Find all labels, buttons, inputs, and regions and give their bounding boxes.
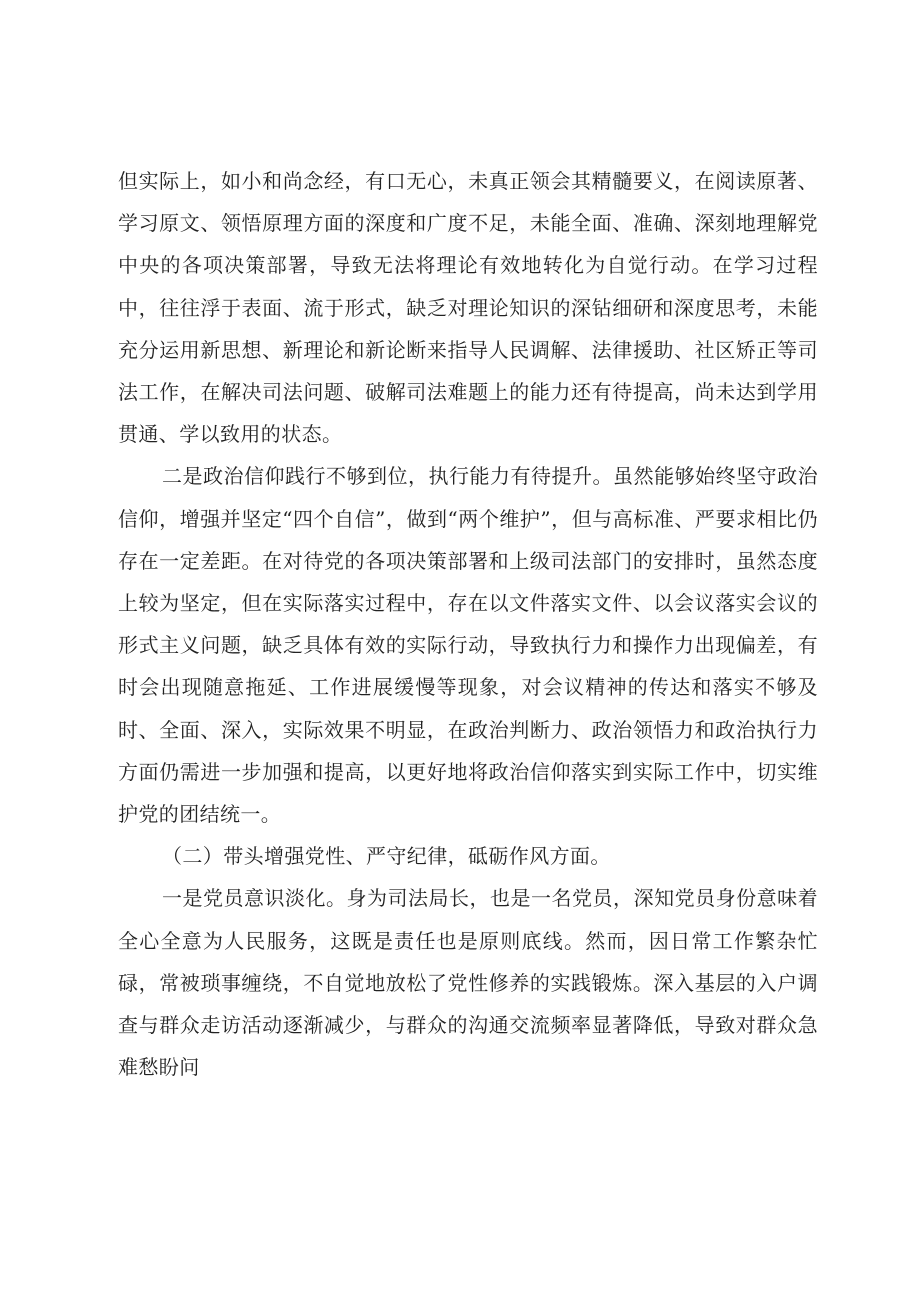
document-body bbox=[118, 160, 818, 1088]
paragraph-party-awareness: 一是党员意识淡化。身为司法局长，也是一名党员，深知党员身份意味着全心全意为人民服务，这既是责任也是原则底线。然而，因日常工作繁杂忙碌，常被琐事缠绕，不自觉地放松了党性修养的实践锻炼。深入基层的入户调查与群众走访活动逐渐减少，与群众的沟通交流频率显著降低，导致对群众急难愁盼问 bbox=[118, 886, 818, 1080]
section-heading-party-spirit: （二）带头增强党性、严守纪律，砥砺作风方面。 bbox=[162, 844, 611, 869]
paragraph-political-belief: 二是政治信仰践行不够到位，执行能力有待提升。虽然能够始终坚守政治信仰，增强并坚定“四个自信”，做到“两个维护”，但与高标准、严要求相比仍存在一定差距。在对待党的各项决策部署和上级司法部门的安排时，虽然态度上较为坚定，但在实际落实过程中，存在以文件落实文件、以会议落实会议的形式主义问题，缺乏具体有效的实际行动，导致执行力和操作力出现偏差，有时会出现随意拖延、工作进展缓慢等现象，对会议精神的传达和落实不够及时、全面、深入，实际效果不明显，在政治判断力、政治领悟力和政治执行力方面仍需进一步加强和提高，以更好地将政治信仰落实到实际工作中，切实维护党的团结统一。 bbox=[118, 464, 818, 827]
paragraph-continued-study: 但实际上，如小和尚念经，有口无心，未真正领会其精髓要义，在阅读原著、学习原文、领悟原理方面的深度和广度不足，未能全面、准确、深刻地理解党中央的各项决策部署，导致无法将理论有效地转化为自觉行动。在学习过程中，往往浮于表面、流于形式，缺乏对理论知识的深钻细研和深度思考，未能充分运用新思想、新理论和新论断来指导人民调解、法律援助、社区矫正等司法工作，在解决司法问题、破解司法难题上的能力还有待提高，尚未达到学用贯通、学以致用的状态。 bbox=[118, 169, 818, 447]
